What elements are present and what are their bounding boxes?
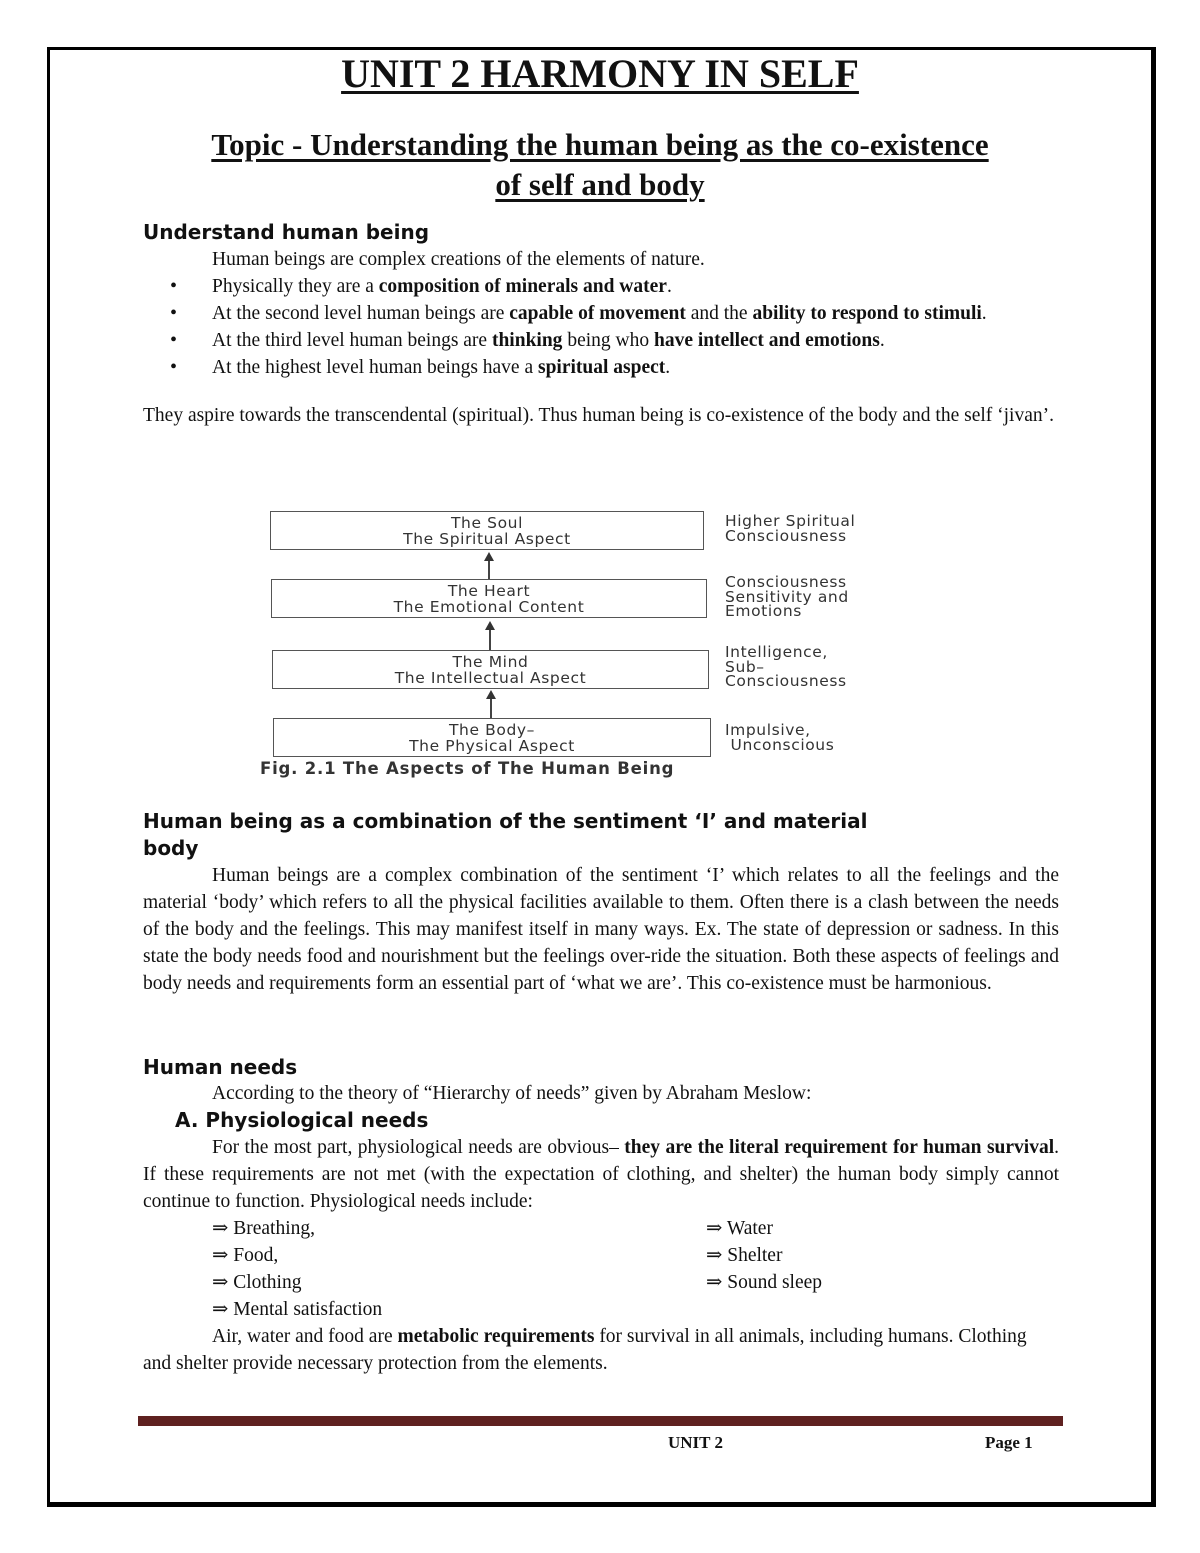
diagram-box-mind: The Mind The Intellectual Aspect bbox=[272, 650, 709, 689]
diagram-label-mind: Intelligence, Sub– Consciousness bbox=[725, 643, 847, 690]
arrow-right-icon: ⇒ bbox=[706, 1218, 723, 1239]
footer-divider bbox=[138, 1416, 1063, 1426]
arrow-right-icon: ⇒ bbox=[212, 1245, 229, 1266]
section-human-needs bbox=[143, 1054, 1059, 1377]
section-heading: Human needs bbox=[143, 1055, 298, 1079]
list-item: ⇒ Breathing, bbox=[212, 1218, 315, 1239]
combination-paragraph: Human beings are a complex combination of the sentiment ‘I’ which relates to all the feelings and the material ‘body’ which refers to all the physical facilities available to them. Often there is a clash between the needs of the body and the feelings. This may manifest itself in many ways. Ex. The state of depression or sadness. In this state the body needs food and nourishment but the feelings over-ride the situation. Both these aspects of feelings and body needs and requirements form an essential part of ‘what we are’. This co-existence must be harmonious. bbox=[143, 865, 1059, 994]
arrow-up-icon bbox=[484, 552, 494, 561]
arrow-up-icon bbox=[485, 621, 495, 630]
list-item: ⇒ Mental satisfaction bbox=[212, 1299, 383, 1320]
intro-text: Human beings are complex creations of the elements of nature. bbox=[212, 249, 705, 270]
footer-unit-label: UNIT 2 bbox=[668, 1433, 723, 1452]
arrow-right-icon: ⇒ bbox=[706, 1245, 723, 1266]
bullet-item: • At the highest level human beings have a spiritual aspect. bbox=[143, 354, 1061, 381]
bullet-item: • At the second level human beings are capable of movement and the ability to respond to stimuli. bbox=[143, 300, 1061, 327]
section-heading: Understand human being bbox=[143, 220, 430, 244]
metabolic-paragraph: Air, water and food are metabolic requirements for survival in all animals, including humans. Clothing and shelter provide necessary protection from the elements. bbox=[143, 1326, 1027, 1374]
arrow-right-icon: ⇒ bbox=[706, 1272, 723, 1293]
footer-page-number: Page 1 bbox=[985, 1433, 1033, 1452]
arrow-right-icon: ⇒ bbox=[212, 1218, 229, 1239]
diagram-box-soul: The Soul The Spiritual Aspect bbox=[270, 511, 704, 550]
bullet-item: • Physically they are a composition of minerals and water. bbox=[143, 273, 1061, 300]
subheading-physiological-needs: A. Physiological needs bbox=[175, 1108, 429, 1132]
closing-paragraph: They aspire towards the transcendental (spiritual). Thus human being is co-existence of the body and the self ‘jivan’. bbox=[143, 405, 1054, 426]
page-title: UNIT 2 HARMONY IN SELF bbox=[341, 51, 859, 96]
diagram-label-body: Impulsive, Unconscious bbox=[725, 721, 835, 754]
list-item: ⇒ Sound sleep bbox=[706, 1272, 823, 1293]
needs-list bbox=[143, 1215, 1059, 1323]
physiological-paragraph: For the most part, physiological needs are obvious– they are the literal requirement for human survival. If these requirements are not met (with the expectation of clothing, and shelter) the human body simply cannot continue to function. Physiological needs include: bbox=[143, 1137, 1059, 1212]
diagram-box-heart: The Heart The Emotional Content bbox=[271, 579, 707, 618]
arrow-right-icon: ⇒ bbox=[212, 1299, 229, 1320]
list-item: ⇒ Clothing bbox=[212, 1272, 302, 1293]
figure-caption: Fig. 2.1 The Aspects of The Human Being bbox=[260, 759, 675, 778]
topic-heading: Topic - Understanding the human being as the co-existence of self and body bbox=[211, 127, 989, 202]
list-item: ⇒ Food, bbox=[212, 1245, 279, 1266]
bullet-item: • At the third level human beings are thinking being who have intellect and emotions. bbox=[143, 327, 1061, 354]
diagram-label-heart: Consciousness Sensitivity and Emotions bbox=[725, 573, 849, 620]
diagram-label-soul: Higher Spiritual Consciousness bbox=[725, 512, 856, 545]
arrow-up-icon bbox=[486, 690, 496, 699]
section-understand-human-being bbox=[143, 219, 1061, 429]
arrow-right-icon: ⇒ bbox=[212, 1272, 229, 1293]
diagram-box-body: The Body– The Physical Aspect bbox=[273, 718, 711, 757]
section-heading: Human being as a combination of the sentiment ‘I’ and material body bbox=[143, 809, 868, 860]
list-item: ⇒ Shelter bbox=[706, 1245, 783, 1266]
needs-intro: According to the theory of “Hierarchy of needs” given by Abraham Meslow: bbox=[212, 1083, 812, 1104]
list-item: ⇒ Water bbox=[706, 1218, 773, 1239]
bullet-list bbox=[143, 273, 1061, 381]
section-combination bbox=[143, 808, 1059, 997]
